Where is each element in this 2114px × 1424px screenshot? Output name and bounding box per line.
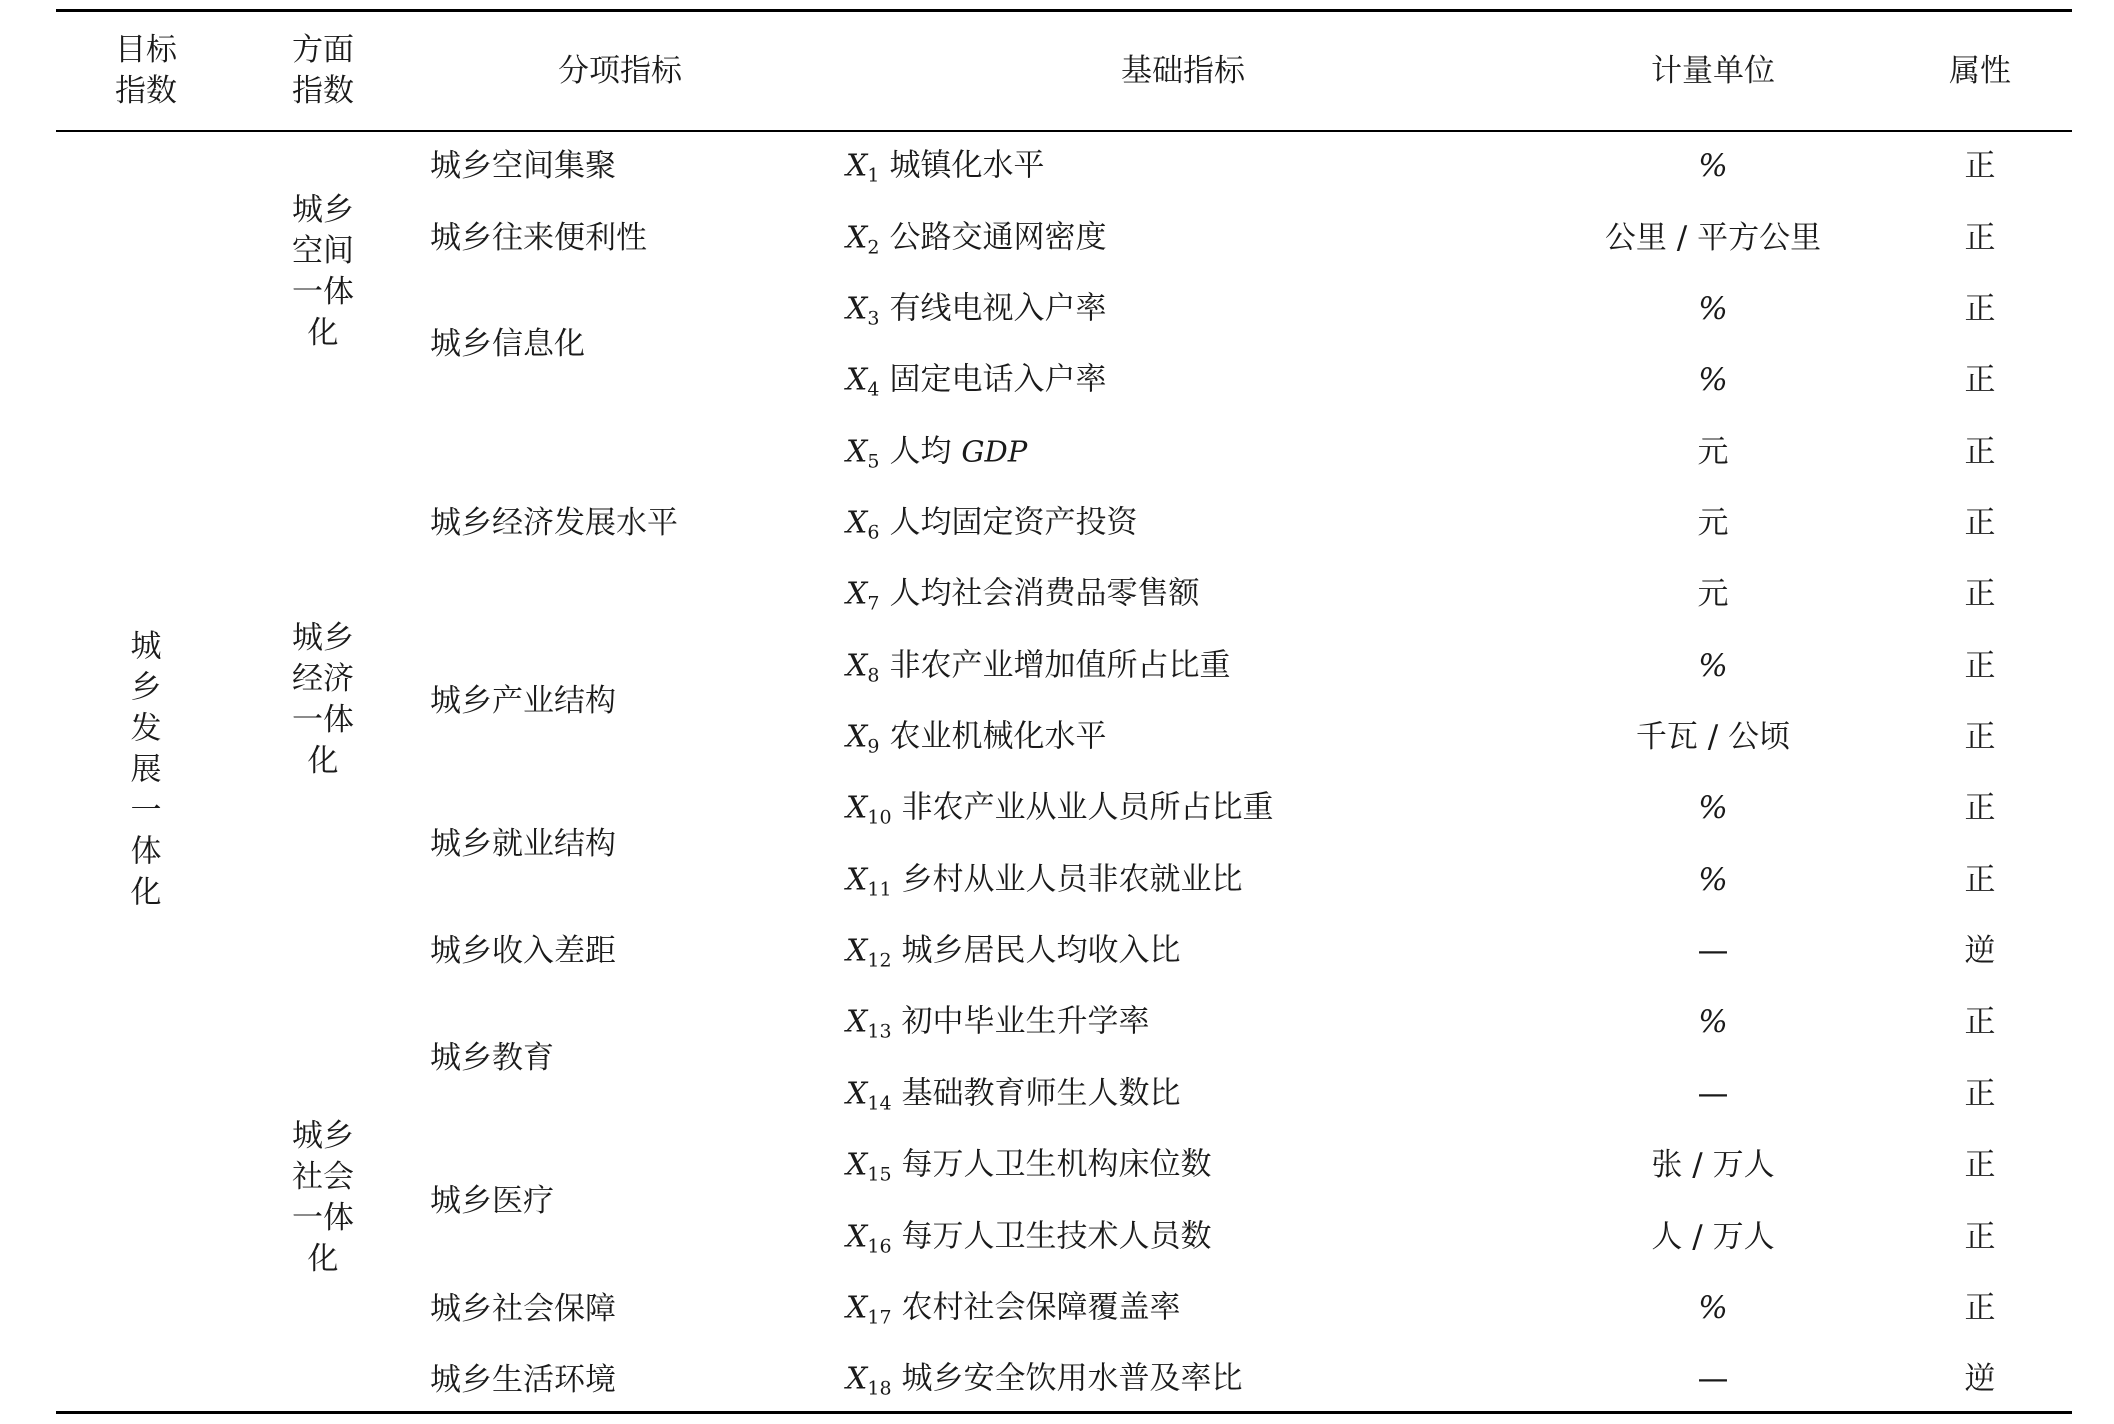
unit-cell: % bbox=[1698, 790, 1728, 826]
goal-char: 城 bbox=[130, 628, 162, 665]
sub-indicator: 城乡收入差距 bbox=[430, 933, 616, 969]
variable-symbol: $X_{10}$ bbox=[846, 790, 892, 829]
unit-cell: — bbox=[1697, 933, 1729, 969]
basic-indicator-name: 非农产业增加值所占比重 bbox=[889, 647, 1231, 684]
sub-indicator: 城乡空间集聚 bbox=[430, 148, 616, 184]
variable-symbol: $X_{18}$ bbox=[846, 1361, 892, 1400]
attribute-cell: 正 bbox=[1964, 434, 1996, 470]
goal-char: 一 bbox=[130, 792, 162, 829]
aspect-line: 一体 bbox=[292, 274, 354, 310]
basic-indicator-name: 人均社会消费品零售额 bbox=[889, 575, 1200, 612]
header-unit: 计量单位 bbox=[1651, 53, 1775, 89]
attribute-cell: 正 bbox=[1964, 1219, 1996, 1255]
variable-symbol: $X_{16}$ bbox=[846, 1219, 892, 1258]
variable-symbol: $X_{14}$ bbox=[846, 1076, 892, 1115]
aspect-spatial-cell bbox=[292, 190, 354, 354]
sub-indicator: 城乡往来便利性 bbox=[430, 220, 647, 256]
bottom-rule bbox=[56, 1411, 2072, 1414]
variable-symbol: $X_7$ bbox=[846, 576, 880, 615]
unit-cell: 公里 / 平方公里 bbox=[1604, 220, 1822, 256]
variable-symbol: $X_1$ bbox=[846, 148, 880, 187]
header-aspect-line-1: 方面 bbox=[292, 32, 354, 68]
attribute-cell: 正 bbox=[1964, 648, 1996, 684]
variable-symbol: $X_{12}$ bbox=[846, 933, 892, 972]
unit-cell: 人 / 万人 bbox=[1651, 1219, 1775, 1255]
top-rule bbox=[56, 9, 2072, 12]
basic-indicator-row bbox=[846, 1145, 1212, 1186]
basic-indicator-name: 初中毕业生升学率 bbox=[901, 1003, 1150, 1040]
basic-indicator-name: 城乡安全饮用水普及率比 bbox=[901, 1360, 1243, 1397]
aspect-economic-cell bbox=[292, 618, 354, 782]
basic-indicator-name: 城乡居民人均收入比 bbox=[901, 932, 1181, 969]
attribute-cell: 正 bbox=[1964, 1076, 1996, 1112]
aspect-social-cell bbox=[292, 1116, 354, 1280]
aspect-line: 社会 bbox=[292, 1159, 354, 1195]
aspect-line: 城乡 bbox=[292, 192, 354, 228]
aspect-line: 空间 bbox=[292, 233, 354, 269]
basic-indicator-row bbox=[846, 1217, 1212, 1258]
basic-indicator-name: 每万人卫生机构床位数 bbox=[901, 1146, 1212, 1183]
sub-indicator: 城乡教育 bbox=[430, 1040, 554, 1076]
variable-symbol: $X_5$ bbox=[846, 434, 880, 473]
basic-indicator-row bbox=[846, 432, 1027, 473]
gdp-label: GDP bbox=[961, 434, 1028, 469]
attribute-cell: 正 bbox=[1964, 862, 1996, 898]
aspect-line: 一体 bbox=[292, 702, 354, 738]
unit-cell: 元 bbox=[1697, 505, 1729, 541]
header-attribute: 属性 bbox=[1949, 53, 2011, 89]
basic-indicator-row bbox=[846, 574, 1199, 615]
basic-indicator-row bbox=[846, 860, 1243, 901]
header-goal-line-2: 指数 bbox=[115, 73, 177, 109]
header-aspect-line-2: 指数 bbox=[292, 73, 354, 109]
aspect-line: 化 bbox=[307, 315, 339, 351]
unit-cell: 千瓦 / 公顷 bbox=[1635, 719, 1791, 755]
variable-symbol: $X_3$ bbox=[846, 291, 880, 330]
attribute-cell: 正 bbox=[1964, 1147, 1996, 1183]
variable-symbol: $X_{13}$ bbox=[846, 1004, 892, 1043]
unit-cell: % bbox=[1698, 148, 1728, 184]
unit-cell: % bbox=[1698, 1290, 1728, 1326]
basic-indicator-name: 人均 bbox=[889, 433, 952, 470]
sub-indicator: 城乡社会保障 bbox=[430, 1291, 616, 1327]
basic-indicator-name: 乡村从业人员非农就业比 bbox=[901, 861, 1243, 898]
header-sub-indicator: 分项指标 bbox=[558, 53, 682, 89]
unit-cell: 元 bbox=[1697, 576, 1729, 612]
variable-symbol: $X_9$ bbox=[846, 719, 880, 758]
goal-char: 发 bbox=[130, 710, 162, 747]
unit-cell: % bbox=[1698, 362, 1728, 398]
basic-indicator-name: 基础教育师生人数比 bbox=[901, 1075, 1181, 1112]
aspect-line: 化 bbox=[307, 1241, 339, 1277]
basic-indicator-row bbox=[846, 931, 1181, 972]
basic-indicator-name: 每万人卫生技术人员数 bbox=[901, 1218, 1212, 1255]
basic-indicator-name: 农村社会保障覆盖率 bbox=[901, 1289, 1181, 1326]
attribute-cell: 正 bbox=[1964, 1290, 1996, 1326]
sub-indicator: 城乡产业结构 bbox=[430, 683, 616, 719]
basic-indicator-row bbox=[846, 1359, 1243, 1400]
header-basic-indicator: 基础指标 bbox=[1121, 53, 1245, 89]
attribute-cell: 正 bbox=[1964, 790, 1996, 826]
basic-indicator-row bbox=[846, 218, 1106, 259]
unit-cell: % bbox=[1698, 1004, 1728, 1040]
variable-symbol: $X_{15}$ bbox=[846, 1147, 892, 1186]
attribute-cell: 正 bbox=[1964, 362, 1996, 398]
sub-indicator: 城乡信息化 bbox=[430, 326, 585, 362]
unit-cell: 张 / 万人 bbox=[1651, 1147, 1775, 1183]
variable-symbol: $X_8$ bbox=[846, 648, 880, 687]
unit-cell: % bbox=[1698, 291, 1728, 327]
unit-cell: 元 bbox=[1697, 434, 1729, 470]
variable-symbol: $X_6$ bbox=[846, 505, 880, 544]
basic-indicator-row bbox=[846, 1288, 1181, 1329]
aspect-line: 化 bbox=[307, 743, 339, 779]
variable-symbol: $X_4$ bbox=[846, 362, 880, 401]
basic-indicator-row bbox=[846, 788, 1274, 829]
basic-indicator-row bbox=[846, 503, 1137, 544]
aspect-line: 一体 bbox=[292, 1200, 354, 1236]
basic-indicator-name: 非农产业从业人员所占比重 bbox=[901, 789, 1274, 826]
basic-indicator-row bbox=[846, 646, 1230, 687]
goal-char: 展 bbox=[130, 751, 162, 788]
goal-char: 乡 bbox=[130, 669, 162, 706]
basic-indicator-row bbox=[846, 289, 1106, 330]
attribute-cell: 正 bbox=[1964, 719, 1996, 755]
sub-indicator: 城乡医疗 bbox=[430, 1183, 554, 1219]
variable-symbol: $X_{11}$ bbox=[846, 862, 892, 901]
goal-char: 体 bbox=[130, 833, 162, 870]
basic-indicator-row bbox=[846, 1002, 1150, 1043]
basic-indicator-name: 固定电话入户率 bbox=[889, 361, 1107, 398]
header-aspect-index bbox=[292, 30, 354, 112]
sub-indicator: 城乡经济发展水平 bbox=[430, 505, 678, 541]
attribute-cell: 正 bbox=[1964, 220, 1996, 256]
sub-indicator: 城乡生活环境 bbox=[430, 1362, 616, 1398]
header-goal-line-1: 目标 bbox=[115, 32, 177, 68]
variable-symbol: $X_{17}$ bbox=[846, 1290, 892, 1329]
attribute-cell: 正 bbox=[1964, 148, 1996, 184]
goal-char: 化 bbox=[130, 874, 162, 911]
attribute-cell: 逆 bbox=[1964, 933, 1996, 969]
basic-indicator-row bbox=[846, 146, 1044, 187]
basic-indicator-row bbox=[846, 360, 1106, 401]
aspect-line: 经济 bbox=[292, 661, 354, 697]
sub-indicator: 城乡就业结构 bbox=[430, 826, 616, 862]
unit-cell: — bbox=[1697, 1076, 1729, 1112]
unit-cell: % bbox=[1698, 862, 1728, 898]
attribute-cell: 正 bbox=[1964, 576, 1996, 612]
attribute-cell: 正 bbox=[1964, 505, 1996, 541]
header-rule bbox=[56, 130, 2072, 132]
basic-indicator-row bbox=[846, 1074, 1181, 1115]
unit-cell: % bbox=[1698, 648, 1728, 684]
attribute-cell: 正 bbox=[1964, 291, 1996, 327]
goal-index-cell bbox=[131, 627, 162, 914]
attribute-cell: 逆 bbox=[1964, 1361, 1996, 1397]
unit-cell: — bbox=[1697, 1361, 1729, 1397]
basic-indicator-name: 城镇化水平 bbox=[889, 147, 1045, 184]
basic-indicator-name: 有线电视入户率 bbox=[889, 290, 1107, 327]
basic-indicator-name: 农业机械化水平 bbox=[889, 718, 1107, 755]
aspect-line: 城乡 bbox=[292, 1118, 354, 1154]
header-goal-index bbox=[115, 30, 177, 112]
basic-indicator-row bbox=[846, 717, 1106, 758]
basic-indicator-name: 公路交通网密度 bbox=[889, 219, 1107, 256]
aspect-line: 城乡 bbox=[292, 620, 354, 656]
variable-symbol: $X_2$ bbox=[846, 220, 880, 259]
basic-indicator-name: 人均固定资产投资 bbox=[889, 504, 1138, 541]
attribute-cell: 正 bbox=[1964, 1004, 1996, 1040]
